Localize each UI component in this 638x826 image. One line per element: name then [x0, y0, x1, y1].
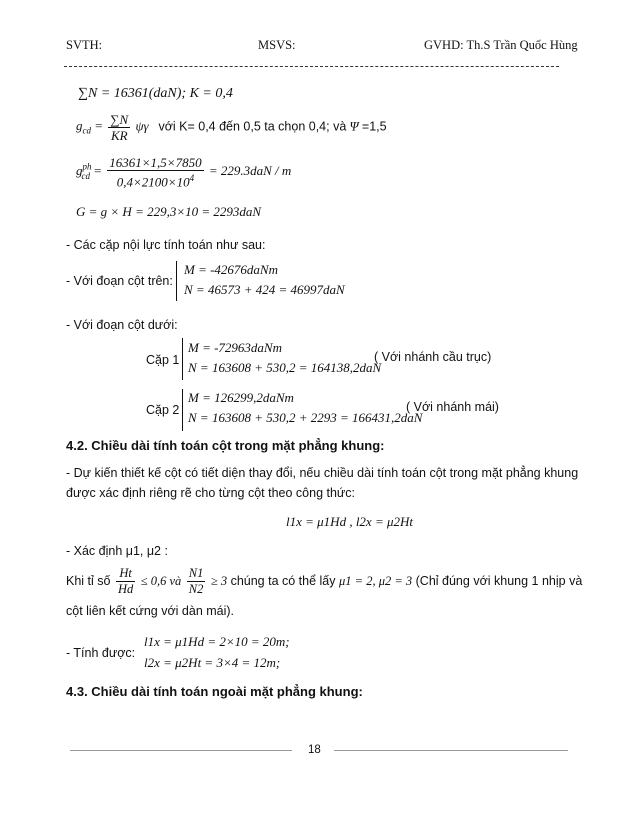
pair1-axial: N = 163608 + 530,2 = 164138,2daN: [188, 360, 382, 375]
footer-line-left: [70, 750, 292, 751]
height-ratio: [116, 566, 135, 597]
equation-gcd: [76, 112, 387, 143]
pair2-label: Cặp 2: [146, 403, 180, 417]
mu-values: μ1 = 2, μ2 = 3: [338, 573, 413, 588]
header-right: GVHD: Th.S Trần Quốc Hùng: [424, 38, 578, 52]
gcd-tail: ψγ: [135, 118, 149, 134]
pair2-moment: M = 126299,2daNm: [188, 390, 294, 405]
pair2-note: ( Với nhánh mái): [406, 400, 499, 414]
effective-length-formula: l1x = μ1Hd , l2x = μ2Ht: [286, 514, 413, 529]
upper-segment-label: - Với đoạn cột trên:: [66, 274, 173, 288]
gcdph-lhs: $g^{ph}_{cd}$ =: [76, 161, 103, 181]
ratio-condition-2: ≥ 3: [210, 573, 228, 588]
equation-sum-n: ∑N = 16361(daN); K = 0,4: [78, 86, 233, 101]
mu-determination: - Xác định μ1, μ2 :: [66, 544, 168, 558]
ratio-prefix: Khi tỉ số: [66, 573, 111, 588]
ratio-line2: cột liên kết cứng với dàn mái).: [66, 604, 235, 618]
paragraph-force-pairs: - Các cặp nội lực tính toán như sau:: [66, 238, 266, 252]
gcd-fraction: [108, 112, 130, 143]
lower-segment-label: - Với đoạn cột dưới:: [66, 318, 178, 332]
paragraph-4-2-line2: được xác định riêng rẽ cho từng cột theo công thức:: [66, 486, 356, 500]
gcdph-numerator: 16361×1,5×7850: [109, 155, 202, 170]
pair1-brace: [182, 338, 183, 380]
pair2-axial: N = 163608 + 530,2 + 2293 = 166431,2daN: [188, 410, 423, 425]
footer-line-right: [334, 750, 568, 751]
psi-symbol: Ψ: [349, 118, 359, 134]
computed-label: - Tính được:: [66, 646, 136, 660]
force-ratio: [187, 566, 206, 597]
upper-axial: N = 46573 + 424 = 46997daN: [184, 282, 345, 297]
gcdph-result: = 229.3daN / m: [208, 163, 292, 179]
header-left: SVTH:: [66, 38, 103, 52]
pair1-note: ( Với nhánh cầu trục): [374, 350, 492, 364]
gcdph-denominator: $0,4\times 2100\times 10^4$: [116, 173, 195, 190]
gcd-note: với K= 0,4 đến 0,5 ta chọn 0,4; và: [158, 119, 347, 134]
upper-moment: M = -42676daNm: [184, 262, 278, 277]
gcd-numerator: ∑N: [110, 112, 129, 127]
gcd-lhs: $g_{cd}$ =: [76, 118, 104, 137]
header-divider: [64, 66, 559, 67]
pair2-brace: [182, 389, 183, 431]
section-4-3-heading: 4.3. Chiều dài tính toán ngoài mặt phẳng khung:: [66, 684, 363, 699]
paragraph-4-2-line1: - Dự kiến thiết kế cột có tiết diện thay đổi, nếu chiều dài tính toán cột trong mặt phẳng khung: [66, 466, 579, 480]
force-ratio-numerator: N1: [188, 566, 204, 580]
height-ratio-numerator: Ht: [116, 566, 135, 582]
pair1-label: Cặp 1: [146, 353, 180, 367]
ratio-mid: chúng ta có thể lấy: [230, 573, 336, 588]
ratio-condition: [66, 566, 582, 597]
equation-gcd-ph: [76, 155, 291, 189]
ratio-condition-1: ≤ 0,6 và: [140, 573, 182, 588]
gcd-denominator: KR: [110, 128, 128, 143]
gcdph-fraction: [107, 155, 203, 189]
pair1-moment: M = -72963daNm: [188, 340, 282, 355]
upper-brace: [176, 261, 177, 301]
computed-l2x: l2x = μ2Ht = 3×4 = 12m;: [144, 655, 281, 670]
section-4-2-heading: 4.2. Chiều dài tính toán cột trong mặt phẳng khung:: [66, 438, 385, 453]
equation-gc: G = g × H = 229,3×10 = 2293daN: [76, 204, 262, 219]
height-ratio-denominator: Hd: [117, 582, 134, 596]
header-center: MSVS:: [258, 38, 296, 52]
ratio-suffix: (Chỉ đúng với khung 1 nhịp và: [415, 573, 583, 588]
computed-l1x: l1x = μ1Hd = 2×10 = 20m;: [144, 634, 290, 649]
force-ratio-denominator: N2: [188, 582, 204, 596]
page-number: 18: [308, 744, 321, 756]
psi-value: =1,5: [361, 119, 387, 134]
